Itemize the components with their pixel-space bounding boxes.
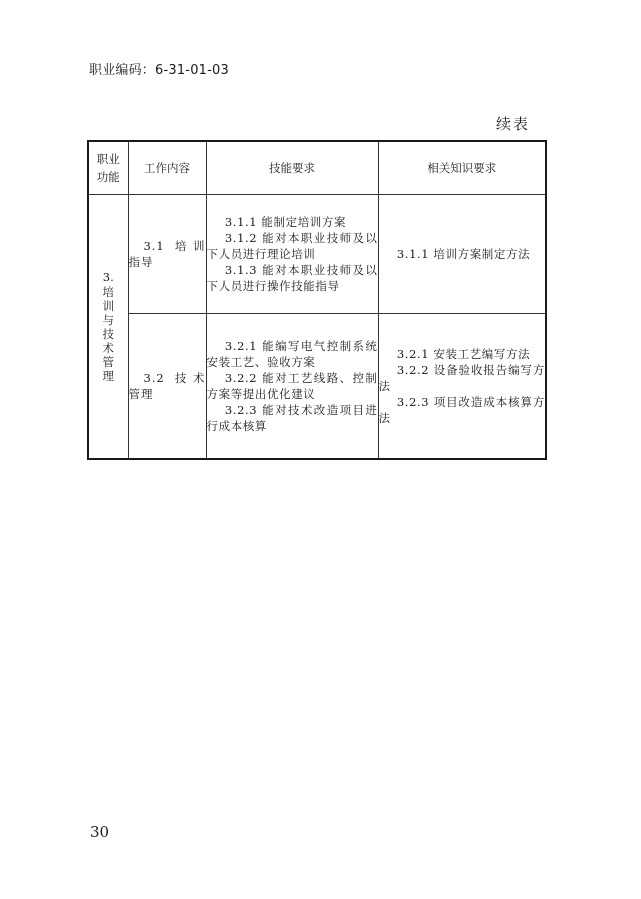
skills-cell — [206, 314, 378, 459]
work-content-cell: 3.1 培训指导 — [128, 195, 206, 314]
skill-item: 3.2.1 能编写电气控制系统安装工艺、验收方案 — [206, 338, 378, 369]
skill-item: 3.1.1 能制定培训方案 — [224, 215, 347, 229]
continued-label: 续表 — [496, 115, 531, 133]
knowledge-item: 3.2.3 项目改造成本核算方法 — [378, 394, 545, 425]
knowledge-cell — [378, 314, 546, 459]
skill-item: 3.2.2 能对工艺线路、控制方案等提出优化建议 — [206, 370, 378, 401]
header-knowledge: 相关知识要求 — [378, 141, 546, 195]
table-row — [88, 195, 546, 314]
skill-item: 3.1.2 能对本职业技师及以下人员进行理论培训 — [206, 231, 378, 261]
page-number: 30 — [90, 823, 110, 841]
table-header-row — [88, 141, 546, 195]
function-number: 3. — [102, 270, 114, 285]
skill-item: 3.1.3 能对本职业技师及以下人员进行操作技能指导 — [206, 263, 378, 293]
function-name: 培训与技术管理 — [102, 285, 114, 384]
header-work-content: 工作内容 — [128, 141, 206, 195]
header-function: 职业功能 — [88, 141, 128, 195]
skill-item: 3.2.3 能对技术改造项目进行成本核算 — [206, 402, 378, 433]
table-row — [88, 314, 546, 459]
knowledge-cell — [378, 195, 546, 314]
skill-standard-table — [87, 140, 547, 460]
function-cell — [88, 195, 128, 459]
work-content-cell: 3.2 技术管理 — [128, 314, 206, 459]
knowledge-item: 3.2.2 设备验收报告编写方法 — [378, 362, 545, 393]
header-skills: 技能要求 — [206, 141, 378, 195]
occupation-code: 职业编码：6-31-01-03 — [89, 63, 229, 78]
knowledge-item: 3.1.1 培训方案制定方法 — [396, 247, 531, 261]
knowledge-item: 3.2.1 安装工艺编写方法 — [396, 346, 531, 361]
skills-cell — [206, 195, 378, 314]
